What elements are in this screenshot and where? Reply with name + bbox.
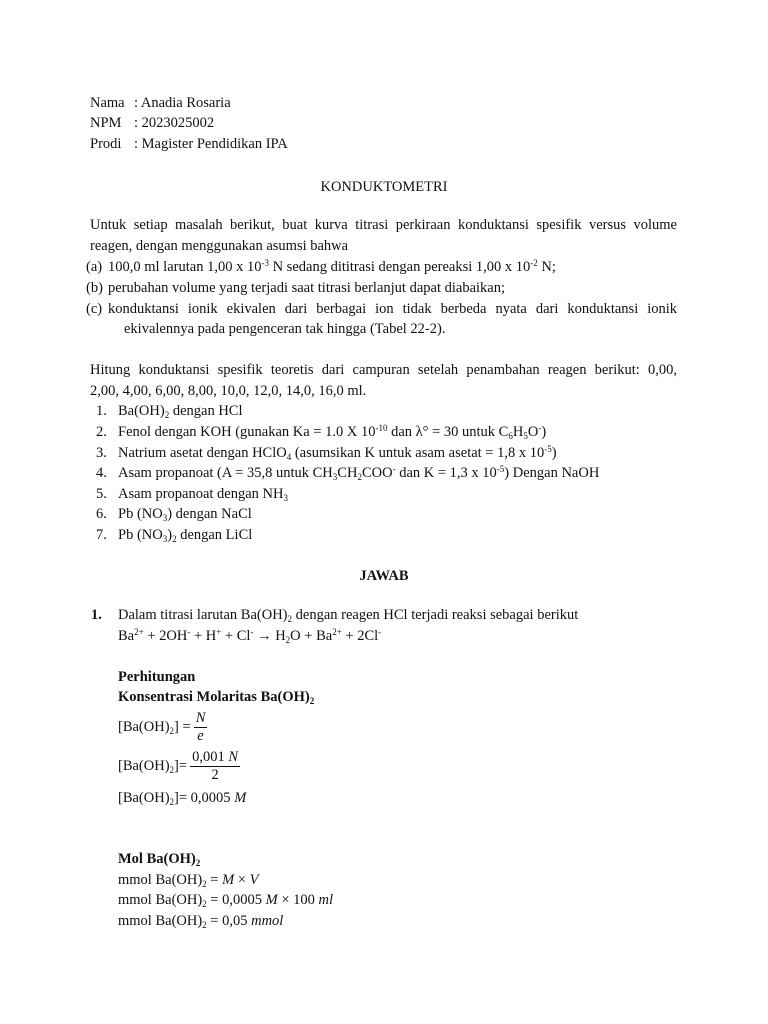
mol-formula-2: mmol $Ba(OH)_2 = 0,0005$ M × 100 ml — [118, 892, 334, 909]
fraction: $\frac{0,001 N}{2}$ — [192, 749, 238, 784]
mol-result: mmol $Ba(OH)_2 = 0,05$ mmol — [118, 913, 284, 930]
reaction-equation: $Ba^{2+} + 2OH^- + H^+ + Cl^- \to H_2O + Ba^{2+} + 2Cl^-$ — [118, 627, 382, 645]
jawab-heading: JAWAB — [359, 568, 409, 584]
intro-a-label: (a) — [86, 259, 103, 275]
list-item-7: Pb $(NO_3)_2$ dengan LiCl — [118, 527, 253, 544]
mol-heading: Mol $Ba(OH)_2$ — [118, 851, 201, 868]
list-number: 3. — [96, 445, 107, 461]
list-item-6: Pb $(NO_3)$ dengan NaCl — [118, 506, 252, 523]
nama-label: Nama — [90, 95, 125, 111]
intro-b-label: (b) — [86, 280, 103, 296]
list-number: 2. — [96, 424, 107, 440]
list-item-2: Fenol dengan KOH (gunakan Ka = 1.0 X $10^{-10}$ dan λ° = 30 untuk $C_6H_5O^-$) — [118, 423, 547, 441]
hitung-line-2: 2,00, 4,00, 6,00, 8,00, 10,0, 12,0, 14,0, 16,0 ml. — [90, 383, 367, 399]
list-item-1: $Ba(OH)_2$ dengan HCl — [118, 403, 243, 420]
intro-c-label: (c) — [86, 301, 103, 317]
page-title: KONDUKTOMETRI — [320, 179, 448, 195]
perhitungan-heading: Perhitungan — [118, 669, 196, 685]
list-number: 5. — [96, 486, 107, 502]
list-number: 6. — [96, 506, 107, 522]
prodi-label: Prodi — [90, 136, 122, 152]
list-number: 1. — [96, 403, 107, 419]
intro-b-text: perubahan volume yang terjadi saat titrasi berlanjut dapat diabaikan; — [108, 280, 505, 296]
nama-value: : Anadia Rosaria — [134, 95, 231, 111]
intro-a-text: 100,0 ml larutan 1,00 x $10^{-3}$ N sedang dititrasi dengan pereaksi 1,00 x $10^{-2}$ N; — [108, 258, 556, 275]
concentration-formula-2: $[Ba(OH)_2]=$ $\frac{0,001 N}{2}$ — [118, 749, 238, 784]
intro-c-line-2: ekivalennya pada pengenceran tak hingga (Tabel 22-2). — [124, 321, 446, 337]
fraction: $\frac{N}{e}$ — [195, 710, 206, 745]
answer-intro: Dalam titrasi larutan $Ba(OH)_2$ dengan reagen HCl terjadi reaksi sebagai berikut — [118, 607, 579, 624]
intro-c-line-1: konduktansi ionik ekivalen dari berbagai ion tidak berbeda nyata dari konduktansi ionik — [108, 301, 677, 317]
list-item-4: Asam propanoat (A = 35,8 untuk $CH_3CH_2COO^-$ dan K = 1,3 x $10^{-5}$) Dengan NaOH — [118, 464, 600, 482]
mol-formula-1: mmol $Ba(OH)_2 = M \times V$ — [118, 872, 259, 889]
concentration-formula-1: $[Ba(OH)_2]$ = $\frac{N}{e}$ — [118, 710, 206, 745]
intro-line-1: Untuk setiap masalah berikut, buat kurva titrasi perkiraan konduktansi spesifik versus volume — [90, 217, 677, 233]
list-item-5: Asam propanoat dengan $NH_3$ — [118, 486, 288, 503]
list-number: 7. — [96, 527, 107, 543]
prodi-value: : Magister Pendidikan IPA — [134, 136, 288, 152]
list-number: 4. — [96, 465, 107, 481]
concentration-result: $[Ba(OH)_2]= 0,0005$ M — [118, 790, 247, 807]
konsentrasi-heading: Konsentrasi Molaritas $Ba(OH)_2$ — [118, 689, 315, 706]
intro-line-2: reagen, dengan menggunakan asumsi bahwa — [90, 238, 349, 254]
hitung-line-1: Hitung konduktansi spesifik teoretis dari campuran setelah penambahan reagen berikut: 0,00, — [90, 362, 677, 378]
npm-label: NPM — [90, 115, 122, 131]
answer-number: 1. — [91, 607, 102, 623]
list-item-3: Natrium asetat dengan HClO$_4$ (asumsikan K untuk asam asetat = 1,8 x $10^{-5}$) — [118, 444, 557, 462]
npm-value: : 2023025002 — [134, 115, 215, 131]
